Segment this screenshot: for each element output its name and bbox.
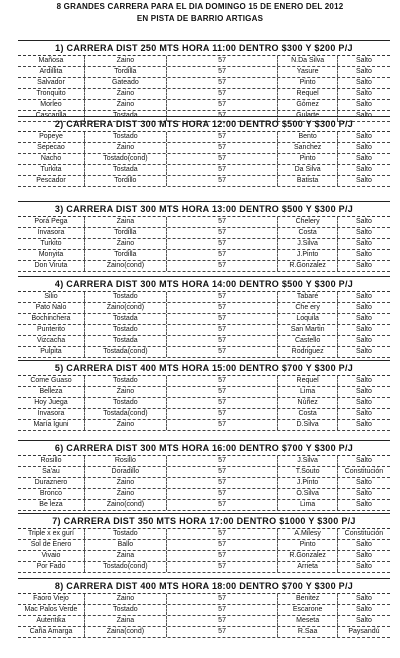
coat-color-cell: Zaino — [85, 100, 167, 110]
coat-color-cell: Tostado — [85, 398, 167, 408]
horse-name-cell: Faoro Viejo — [18, 594, 85, 604]
coat-color-cell: Zaino(cond) — [85, 500, 167, 510]
horse-name-cell: Porá Pega — [18, 217, 85, 227]
origin-cell: Salto — [355, 57, 372, 64]
entry-row — [18, 627, 390, 638]
jockey-cell: J.Pinto — [278, 478, 338, 488]
weight-cell: 57 — [167, 500, 279, 510]
origin-cell: Salto — [355, 410, 372, 417]
jockey-cell: O.Silva — [278, 489, 338, 499]
race-title: 5) CARRERA DIST 400 MTS HORA 15:00 DENTRO $700 Y $300 P/J — [18, 361, 390, 376]
weight-cell: 57 — [167, 250, 279, 260]
jockey-cell: Castello — [278, 336, 338, 346]
horse-name-cell: Bronco — [18, 489, 85, 499]
coat-color-cell: Doradillo — [85, 467, 167, 477]
entry-row — [18, 325, 390, 336]
horse-name-cell: Cascarilla — [18, 111, 85, 121]
coat-color-cell: Zaino — [85, 420, 167, 430]
entry-row — [18, 56, 390, 67]
jockey-cell: Rodriguez — [278, 347, 338, 357]
race-5-table — [18, 360, 390, 431]
entry-row — [18, 143, 390, 154]
jockey-cell: D.Silva — [278, 420, 338, 430]
coat-color-cell: Tostado — [85, 376, 167, 386]
coat-color-cell: Zaino — [85, 478, 167, 488]
horse-name-cell: Punterito — [18, 325, 85, 335]
jockey-cell: Escarone — [278, 605, 338, 615]
coat-color-cell: Zaino — [85, 489, 167, 499]
entry-row — [18, 89, 390, 100]
horse-name-cell: Popeye — [18, 132, 85, 142]
weight-cell: 57 — [167, 347, 279, 357]
race-2-table — [18, 116, 390, 187]
jockey-cell: Bento — [278, 132, 338, 142]
jockey-cell: Arrieta — [278, 562, 338, 572]
origin-cell: Salto — [355, 337, 372, 344]
entry-row — [18, 616, 390, 627]
entry-row — [18, 540, 390, 551]
entry-row — [18, 562, 390, 573]
horse-name-cell: Triple x ex gurí — [18, 529, 85, 539]
weight-cell: 57 — [167, 627, 279, 637]
coat-color-cell: Tostada — [85, 165, 167, 175]
entry-row — [18, 594, 390, 605]
coat-color-cell: Zaino — [85, 239, 167, 249]
race-7-table — [18, 513, 390, 573]
origin-cell: Salto — [355, 490, 372, 497]
origin-cell: Salto — [355, 552, 372, 559]
coat-color-cell: Zaina — [85, 551, 167, 561]
origin-cell: Salto — [355, 101, 372, 108]
origin-cell: Salto — [355, 617, 372, 624]
coat-color-cell: Tostado — [85, 132, 167, 142]
weight-cell: 57 — [167, 303, 279, 313]
coat-color-cell: Tordilla — [85, 67, 167, 77]
coat-color-cell: Zaino — [85, 56, 167, 66]
entry-row — [18, 132, 390, 143]
weight-cell: 57 — [167, 529, 279, 539]
coat-color-cell: Zaino(cond) — [85, 261, 167, 271]
origin-cell: Salto — [355, 479, 372, 486]
coat-color-cell: Gateado — [85, 78, 167, 88]
race-8-table — [18, 578, 390, 638]
entry-row — [18, 420, 390, 431]
weight-cell: 57 — [167, 132, 279, 142]
document-subtitle: EN PISTA DE BARRIO ARTIGAS — [136, 14, 264, 23]
horse-name-cell: Monyita — [18, 250, 85, 260]
weight-cell: 57 — [167, 217, 279, 227]
origin-cell: Salto — [355, 166, 372, 173]
coat-color-cell: Tostado — [85, 605, 167, 615]
origin-cell: Salto — [355, 348, 372, 355]
horse-name-cell: Vivaio — [18, 551, 85, 561]
race-6-table — [18, 440, 390, 511]
origin-cell: Paysandú — [348, 628, 380, 635]
horse-name-cell: Morleo — [18, 100, 85, 110]
horse-name-cell: Hoy Juega — [18, 398, 85, 408]
coat-color-cell: Rosillo — [85, 456, 167, 466]
jockey-cell: T.Souto — [278, 467, 338, 477]
entry-row — [18, 398, 390, 409]
jockey-cell: N.Da Silva — [278, 56, 338, 66]
origin-cell: Salto — [355, 457, 372, 464]
weight-cell: 57 — [167, 56, 279, 66]
weight-cell: 57 — [167, 314, 279, 324]
entry-row — [18, 100, 390, 111]
weight-cell: 57 — [167, 239, 279, 249]
jockey-cell: R.Gonzalez — [278, 551, 338, 561]
race-4-table — [18, 276, 390, 358]
horse-name-cell: Mac Palos Verde — [18, 605, 85, 615]
entry-row — [18, 376, 390, 387]
coat-color-cell: Zaino — [85, 594, 167, 604]
origin-cell: Salto — [355, 68, 372, 75]
horse-name-cell: Come Guaso — [18, 376, 85, 386]
weight-cell: 57 — [167, 489, 279, 499]
origin-cell: Salto — [355, 251, 372, 258]
origin-cell: Salto — [355, 421, 372, 428]
jockey-cell: Chelery — [278, 217, 338, 227]
origin-cell: Salto — [355, 563, 372, 570]
weight-cell: 57 — [167, 228, 279, 238]
horse-name-cell: Pato Nalo — [18, 303, 85, 313]
origin-cell: Salto — [355, 388, 372, 395]
weight-cell: 57 — [167, 456, 279, 466]
jockey-cell: Lima — [278, 387, 338, 397]
coat-color-cell: Zaina — [85, 217, 167, 227]
origin-cell: Salto — [355, 595, 372, 602]
horse-name-cell: Be leza — [18, 500, 85, 510]
coat-color-cell: Tostada(cond) — [85, 347, 167, 357]
weight-cell: 57 — [167, 551, 279, 561]
entry-row — [18, 261, 390, 272]
horse-name-cell: Silio — [18, 292, 85, 302]
horse-name-cell: Pescador — [18, 176, 85, 186]
jockey-cell: Lima — [278, 500, 338, 510]
origin-cell: Salto — [355, 541, 372, 548]
origin-cell: Salto — [355, 399, 372, 406]
coat-color-cell: Tostada(cond) — [85, 409, 167, 419]
race-title: 6) CARRERA DIST 300 MTS HORA 16:00 DENTRO $700 Y $300 P/J — [18, 441, 390, 456]
coat-color-cell: Zaino(cond) — [85, 303, 167, 313]
coat-color-cell: Zaino — [85, 387, 167, 397]
origin-cell: Constitución — [344, 530, 384, 537]
jockey-cell: Requel — [278, 376, 338, 386]
entry-row — [18, 467, 390, 478]
coat-color-cell: Ballo — [85, 540, 167, 550]
horse-name-cell: María Iguni — [18, 420, 85, 430]
horse-name-cell: Por Fado — [18, 562, 85, 572]
jockey-cell: Pinto — [278, 154, 338, 164]
horse-name-cell: Rosillo — [18, 456, 85, 466]
horse-name-cell: Vizcacha — [18, 336, 85, 346]
race-title: 1) CARRERA DIST 250 MTS HORA 11:00 DENTRO $300 Y $200 P/J — [18, 41, 390, 56]
origin-cell: Salto — [355, 177, 372, 184]
entry-row — [18, 605, 390, 616]
entry-row — [18, 217, 390, 228]
race-3-table — [18, 201, 390, 272]
origin-cell: Salto — [355, 90, 372, 97]
entry-row — [18, 239, 390, 250]
jockey-cell: Benitez — [278, 594, 338, 604]
horse-name-cell: Duraznero — [18, 478, 85, 488]
jockey-cell: Costa — [278, 228, 338, 238]
weight-cell: 57 — [167, 540, 279, 550]
weight-cell: 57 — [167, 100, 279, 110]
entry-row — [18, 347, 390, 358]
coat-color-cell: Zaina — [85, 616, 167, 626]
origin-cell: Salto — [355, 326, 372, 333]
weight-cell: 57 — [167, 605, 279, 615]
coat-color-cell: Zaino — [85, 89, 167, 99]
entry-row — [18, 478, 390, 489]
entry-row — [18, 67, 390, 78]
horse-name-cell: Sol de Enero — [18, 540, 85, 550]
coat-color-cell: Tordillo — [85, 176, 167, 186]
weight-cell: 57 — [167, 111, 279, 121]
entry-row — [18, 303, 390, 314]
entry-row — [18, 176, 390, 187]
jockey-cell: Batista — [278, 176, 338, 186]
entry-row — [18, 500, 390, 511]
jockey-cell: Tabaré — [278, 292, 338, 302]
weight-cell: 57 — [167, 409, 279, 419]
entry-row — [18, 489, 390, 500]
entry-row — [18, 529, 390, 540]
weight-cell: 57 — [167, 467, 279, 477]
coat-color-cell: Zaino — [85, 143, 167, 153]
weight-cell: 57 — [167, 67, 279, 77]
horse-name-cell: Mañosa — [18, 56, 85, 66]
horse-name-cell: Pulpita — [18, 347, 85, 357]
jockey-cell: Gómez — [278, 100, 338, 110]
jockey-cell: Costa — [278, 409, 338, 419]
origin-cell: Constitución — [344, 468, 384, 475]
weight-cell: 57 — [167, 154, 279, 164]
horse-name-cell: Turkito — [18, 239, 85, 249]
race-title: 2) CARRERA DIST 300 MTS HORA 12:00 DENTRO $500 Y $300 P/J — [18, 117, 390, 132]
coat-color-cell: Tostado — [85, 292, 167, 302]
entry-row — [18, 165, 390, 176]
weight-cell: 57 — [167, 478, 279, 488]
coat-color-cell: Tostada — [85, 314, 167, 324]
horse-name-cell: Salvador — [18, 78, 85, 88]
horse-name-cell: Caña Amarga — [18, 627, 85, 637]
coat-color-cell: Tostado(cond) — [85, 154, 167, 164]
weight-cell: 57 — [167, 325, 279, 335]
jockey-cell: J.Silva — [278, 239, 338, 249]
jockey-cell: Che ery — [278, 303, 338, 313]
race-title: 7) CARRERA DIST 350 MTS HORA 17:00 DENTRO $1000 Y $300 P/J — [18, 514, 390, 529]
entry-row — [18, 250, 390, 261]
horse-name-cell: Nacho — [18, 154, 85, 164]
jockey-cell: Yasure — [278, 67, 338, 77]
jockey-cell: Requel — [278, 89, 338, 99]
weight-cell: 57 — [167, 376, 279, 386]
jockey-cell: Núñez — [278, 398, 338, 408]
coat-color-cell: Tostado — [85, 325, 167, 335]
horse-name-cell: Ardillita — [18, 67, 85, 77]
horse-name-cell: Don Viruta — [18, 261, 85, 271]
weight-cell: 57 — [167, 562, 279, 572]
weight-cell: 57 — [167, 78, 279, 88]
coat-color-cell: Tostada — [85, 336, 167, 346]
jockey-cell: Pinto — [278, 78, 338, 88]
entry-row — [18, 154, 390, 165]
horse-name-cell: Invasora — [18, 228, 85, 238]
horse-name-cell: Tronquito — [18, 89, 85, 99]
jockey-cell: R.Saa — [278, 627, 338, 637]
coat-color-cell: Tostada — [85, 111, 167, 121]
weight-cell: 57 — [167, 336, 279, 346]
race-title: 4) CARRERA DIST 300 MTS HORA 14:00 DENTRO $500 Y $300 P/J — [18, 277, 390, 292]
weight-cell: 57 — [167, 616, 279, 626]
weight-cell: 57 — [167, 261, 279, 271]
jockey-cell: R.Gonzalez — [278, 261, 338, 271]
horse-name-cell: Turkita — [18, 165, 85, 175]
jockey-cell: Loquila — [278, 314, 338, 324]
origin-cell: Salto — [355, 218, 372, 225]
origin-cell: Salto — [355, 112, 372, 119]
document-title: 8 GRANDES CARRERA PARA EL DIA DOMINGO 15 DE ENERO DEL 2012 — [56, 2, 344, 11]
race-title: 3) CARRERA DIST 300 MTS HORA 13:00 DENTRO $500 Y $300 P/J — [18, 202, 390, 217]
weight-cell: 57 — [167, 387, 279, 397]
origin-cell: Salto — [355, 606, 372, 613]
jockey-cell: Gularte — [278, 111, 338, 121]
jockey-cell: Pinto — [278, 540, 338, 550]
origin-cell: Salto — [355, 229, 372, 236]
origin-cell: Salto — [355, 501, 372, 508]
jockey-cell: J.Silva — [278, 456, 338, 466]
origin-cell: Salto — [355, 262, 372, 269]
origin-cell: Salto — [355, 293, 372, 300]
jockey-cell: Sanchez — [278, 143, 338, 153]
entry-row — [18, 551, 390, 562]
horse-name-cell: Belleza — [18, 387, 85, 397]
weight-cell: 57 — [167, 292, 279, 302]
weight-cell: 57 — [167, 143, 279, 153]
entry-row — [18, 292, 390, 303]
origin-cell: Salto — [355, 315, 372, 322]
origin-cell: Salto — [355, 377, 372, 384]
entry-row — [18, 456, 390, 467]
horse-name-cell: Invasora — [18, 409, 85, 419]
horse-name-cell: Bochinchera — [18, 314, 85, 324]
weight-cell: 57 — [167, 594, 279, 604]
entry-row — [18, 409, 390, 420]
horse-name-cell: Sepecao — [18, 143, 85, 153]
entry-row — [18, 336, 390, 347]
entry-row — [18, 387, 390, 398]
coat-color-cell: Zaina(cond) — [85, 627, 167, 637]
jockey-cell: J.Pinto — [278, 250, 338, 260]
origin-cell: Salto — [355, 304, 372, 311]
weight-cell: 57 — [167, 176, 279, 186]
jockey-cell: A.Milesy — [278, 529, 338, 539]
horse-name-cell: Autentika — [18, 616, 85, 626]
coat-color-cell: Tordilla — [85, 250, 167, 260]
weight-cell: 57 — [167, 398, 279, 408]
race-1-table — [18, 40, 390, 122]
jockey-cell: Da Silva — [278, 165, 338, 175]
entry-row — [18, 78, 390, 89]
jockey-cell: San Martin — [278, 325, 338, 335]
coat-color-cell: Tordilla — [85, 228, 167, 238]
weight-cell: 57 — [167, 89, 279, 99]
horse-name-cell: Sa'au — [18, 467, 85, 477]
race-title: 8) CARRERA DIST 400 MTS HORA 18:00 DENTRO $700 Y $300 P/J — [18, 579, 390, 594]
jockey-cell: Meseta — [278, 616, 338, 626]
entry-row — [18, 228, 390, 239]
weight-cell: 57 — [167, 165, 279, 175]
coat-color-cell: Tostado(cond) — [85, 562, 167, 572]
origin-cell: Salto — [355, 144, 372, 151]
origin-cell: Salto — [355, 133, 372, 140]
origin-cell: Salto — [355, 240, 372, 247]
origin-cell: Salto — [355, 79, 372, 86]
entry-row — [18, 314, 390, 325]
weight-cell: 57 — [167, 420, 279, 430]
coat-color-cell: Tostado — [85, 529, 167, 539]
origin-cell: Salto — [355, 155, 372, 162]
